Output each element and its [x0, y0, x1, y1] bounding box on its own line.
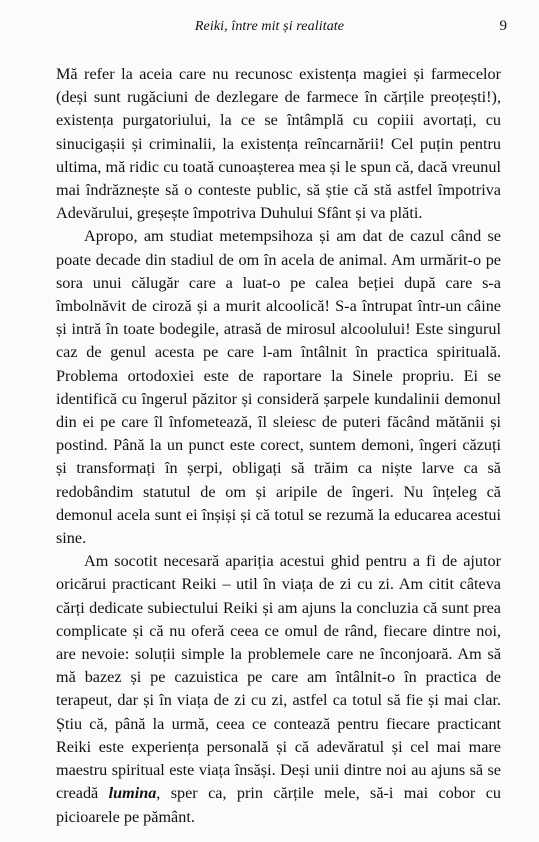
paragraph-3 — [56, 550, 501, 828]
paragraph-3-text: Am socotit necesară apariția acestui ghid pentru a fi de ajutor oricărui practicant Reiki – util în viața de zi cu zi. Am citit câteva cărți dedicate subiectului Reiki și am ajuns la concluzia că sunt prea complicate și că nu oferă ceea ce omul de rând, fiecare dintre noi, are nevoie: soluții simple la problemele care ne înconjoară. Am să mă bazez și pe cazuistica pe care am întâlnit-o în practica de terapeut, dar și în viața de zi cu zi, astfel ca totul să fie și mai clar. Știu că, până la urmă, ceea ce contează pentru fiecare practicant Reiki este experiența personală și că adevăratul și cel mai mare maestru spiritual este viața însăși. Deși unii dintre noi au ajuns să se creadă — [56, 552, 501, 803]
paragraph-2: Apropo, am studiat metempsihoza și am dat de cazul când se poate decade din stadiul de om în acela de animal. Am urmărit-o pe sora unui călugăr care a luat-o pe calea beției după care s-a îmbolnăvit de ciroză și a murit alcoolică! S-a întrupat într-un câine și intră în toate bodegile, atrasă de mirosul alcoolului! Este singurul caz de genul acesta pe care l-am întâlnit în practica spirituală. Problema ortodoxiei este de raportare la Sinele propriu. Ei se identifică cu îngerul păzitor și consideră șarpele kundalinii demonul din ei pe care îl înfometează, îl sleiesc de puteri făcând mătănii și postind. Până la un punct este corect, suntem demoni, îngeri căzuți și transformați în șerpi, obligați să trăim ca niște larve ca să redobândim statutul de om și aripile de îngeri. Nu înțeleg că demonul acela sunt ei înșiși și că totul se rezumă la educarea acestui sine. — [56, 227, 501, 548]
emphasized-word: lumina — [108, 784, 157, 803]
running-title: Reiki, între mit și realitate — [194, 19, 345, 34]
body-text — [56, 63, 501, 829]
paragraph-1: Mă refer la aceia care nu recunosc existența magiei și farmecelor (deși sunt rugăciuni de dezlegare de farmece în cărțile preoțești!), existența purgatoriului, la ce se întâmplă cu copiii avortați, cu sinucigașii și criminalii, la existența reîncarnării! Cel puțin pentru ultima, mă ridic cu toată cunoașterea mea și le spun că, dacă vreunul mai îndrăznește să o conteste public, să știe că stă astfel împotriva Adevărului, greșește împotriva Duhului Sfânt și va plăti. — [56, 65, 501, 223]
paragraph-3-text-after: , sper ca, prin cărțile mele, să-i mai cobor cu picioarele pe pământ. — [56, 784, 501, 826]
page-header — [0, 16, 539, 38]
page-number: 9 — [499, 18, 507, 34]
